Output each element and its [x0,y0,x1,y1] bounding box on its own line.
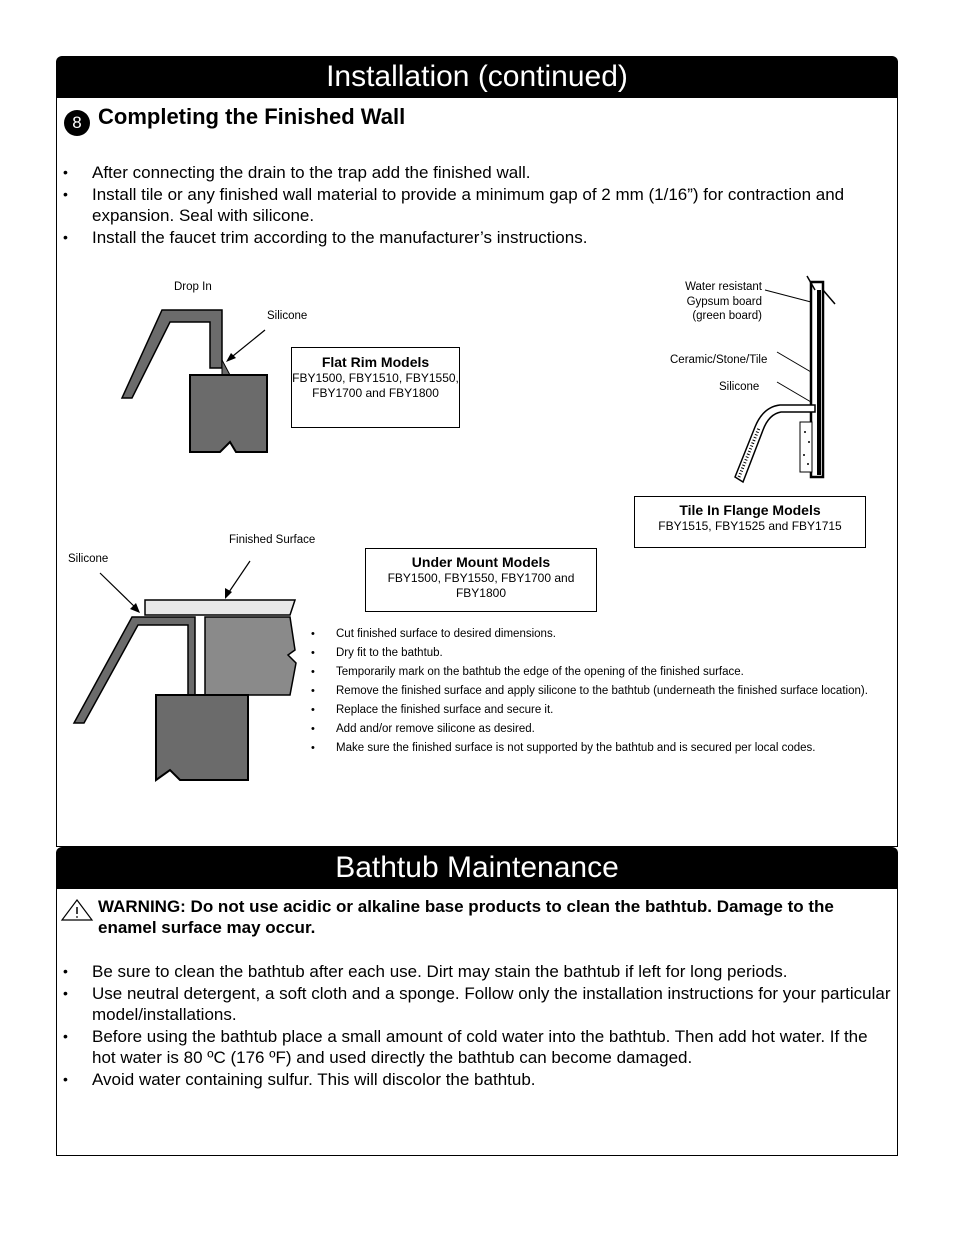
list-item: • Use neutral detergent, a soft cloth and a sponge. Follow only the installation instructions for your particular model/installations. [58,983,894,1025]
maintenance-bullets [58,961,894,1091]
ceramic-tile-label: Ceramic/Stone/Tile [670,354,768,366]
drop-in-label: Drop In [174,281,212,293]
list-item: • Replace the finished surface and secure it. [309,703,869,718]
flat-rim-models-box [291,347,460,428]
list-item: • Make sure the finished surface is not supported by the bathtub and is secured per local codes. [309,741,869,756]
tile-in-flange-models: FBY1515, FBY1525 and FBY1715 [658,519,842,533]
list-item: • Install tile or any finished wall material to provide a minimum gap of 2 mm (1/16”) for contraction and expansion. Seal with silicone. [58,184,888,226]
tile-in-flange-diagram [725,272,855,487]
tile-in-flange-title: Tile In Flange Models [679,502,821,518]
list-item: • Be sure to clean the bathtub after each use. Dirt may stain the bathtub if left for long periods. [58,961,894,982]
flat-rim-title: Flat Rim Models [321,354,430,370]
under-mount-title: Under Mount Models [411,554,551,570]
warning-triangle-icon [60,898,94,922]
step-number-badge: 8 [64,110,90,136]
under-mount-steps [309,627,869,760]
list-item: • Cut finished surface to desired dimensions. [309,627,869,642]
list-item: • Add and/or remove silicone as desired. [309,722,869,737]
finished-wall-bullets [58,162,888,249]
list-item: • Temporarily mark on the bathtub the edge of the opening of the finished surface. [309,665,869,680]
tile-in-silicone-label: Silicone [719,381,760,393]
list-item: • After connecting the drain to the trap add the finished wall. [58,162,888,183]
step-heading: Completing the Finished Wall [98,104,406,129]
gypsum-board-label: Water resistant Gypsum board (green board) [685,281,762,322]
list-item: • Before using the bathtub place a small amount of cold water into the bathtub. Then add hot water. If the hot water is 80 ºC (176 ºF) and used directly the bathtub can become damaged. [58,1026,894,1068]
warning-text: WARNING: Do not use acidic or alkaline base products to clean the bathtub. Damage to the enamel surface may occur. [98,897,834,937]
list-item: • Dry fit to the bathtub. [309,646,869,661]
section-title-maintenance: Bathtub Maintenance [56,847,898,889]
under-mount-models: FBY1500, FBY1550, FBY1700 and FBY1800 [387,571,575,600]
section-title-installation: Installation (continued) [56,56,898,98]
list-item: • Avoid water containing sulfur. This will discolor the bathtub. [58,1069,894,1090]
tile-in-flange-models-box [634,496,866,548]
drop-in-silicone-label: Silicone [267,310,308,322]
under-mount-silicone-label: Silicone [68,553,109,565]
list-item: • Remove the finished surface and apply silicone to the bathtub (underneath the finished surface location). [309,684,869,699]
flat-rim-models: FBY1500, FBY1510, FBY1550, FBY1700 and FBY1800 [292,371,459,400]
finished-surface-label: Finished Surface [229,534,316,546]
drop-in-diagram [110,300,280,460]
under-mount-models-box [365,548,597,612]
list-item: • Install the faucet trim according to the manufacturer’s instructions. [58,227,888,248]
under-mount-diagram [70,555,310,790]
